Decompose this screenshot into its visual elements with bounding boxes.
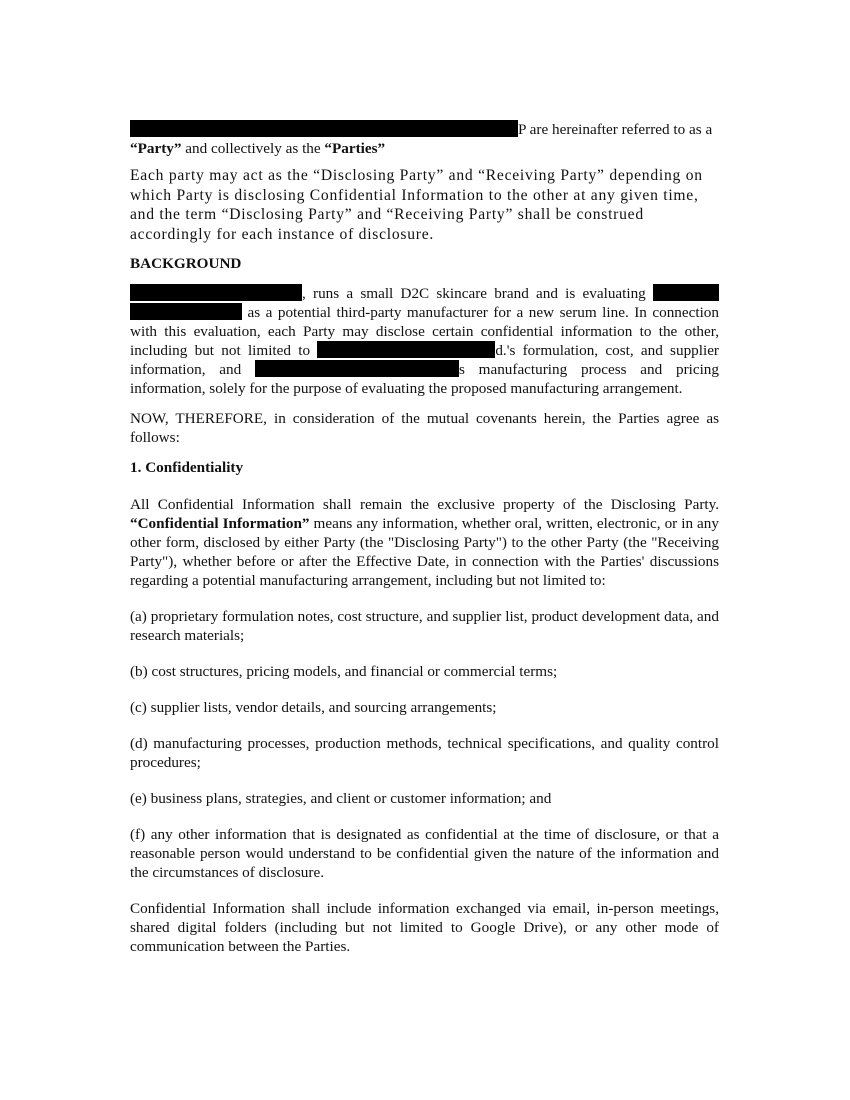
background-text-4: s manufacturing process and pricing information, solely for the purpose of evaluating the proposed manufacturing arrangement. [130, 361, 719, 397]
parties-clause-middle: and collectively as the [181, 140, 325, 157]
parties-term: “Parties” [324, 140, 386, 157]
confidentiality-intro [130, 495, 719, 590]
closing-paragraph: Confidential Information shall include information exchanged via email, in-person meetings, shared digital folders (including but not limited to Google Drive), or any other mode of communication between the Parties. [130, 900, 719, 955]
redaction-bar [255, 360, 459, 377]
now-therefore-paragraph: NOW, THEREFORE, in consideration of the mutual covenants herein, the Parties agree as follows: [130, 410, 719, 446]
redaction-bar [130, 284, 302, 301]
list-item: (c) supplier lists, vendor details, and sourcing arrangements; [130, 699, 497, 716]
background-paragraph [130, 284, 719, 398]
list-item: (d) manufacturing processes, production methods, technical specifications, and quality control procedures; [130, 735, 719, 771]
document-page [130, 120, 719, 956]
confidentiality-intro-a: All Confidential Information shall remain the exclusive property of the Disclosing Party. [130, 496, 719, 513]
list-item: (e) business plans, strategies, and client or customer information; and [130, 790, 552, 807]
parties-clause-suffix: P are hereinafter referred to as a [518, 121, 713, 138]
list-item: (f) any other information that is designated as confidential at the time of disclosure, or that a reasonable person would understand to be confidential given the nature of the information and the circumstances of disclosure. [130, 826, 719, 881]
roles-paragraph: Each party may act as the “Disclosing Party” and “Receiving Party” depending on which Party is disclosing Confidential Information to the other at any given time, and the term “Disclosing Party” and “Receiving Party” shall be construed accordingly for each instance of disclosure. [130, 167, 703, 243]
section-heading: 1. Confidentiality [130, 459, 244, 476]
list-item: (a) proprietary formulation notes, cost structure, and supplier list, product development data, and research materials; [130, 608, 719, 644]
list-item: (b) cost structures, pricing models, and financial or commercial terms; [130, 663, 558, 680]
background-heading: BACKGROUND [130, 255, 242, 272]
redaction-bar [130, 120, 518, 137]
defined-term: “Confidential Information” [130, 515, 310, 532]
party-term: “Party” [130, 140, 182, 157]
redaction-bar [317, 341, 495, 358]
background-text-3: d.'s formulation, cost, and supplier information, and [130, 342, 719, 378]
background-text-1: , runs a small D2C skincare brand and is evaluating [302, 285, 653, 302]
parties-clause [130, 120, 719, 158]
redaction-bar [653, 284, 719, 301]
confidentiality-intro-b: means any information, whether oral, written, electronic, or in any other form, disclosed by either Party (the "Disclosing Party") to the other Party (the "Receiving Party"), whether before or after the Effective Date, in connection with the Parties' discussions regarding a potential manufacturing arrangement, including but not limited to: [130, 515, 719, 589]
background-text-2: as a potential third-party manufacturer for a new serum line. In connection with this evaluation, each Party may disclose certain confidential information to the other, including but not limited to [130, 304, 719, 359]
redaction-bar [130, 303, 242, 320]
